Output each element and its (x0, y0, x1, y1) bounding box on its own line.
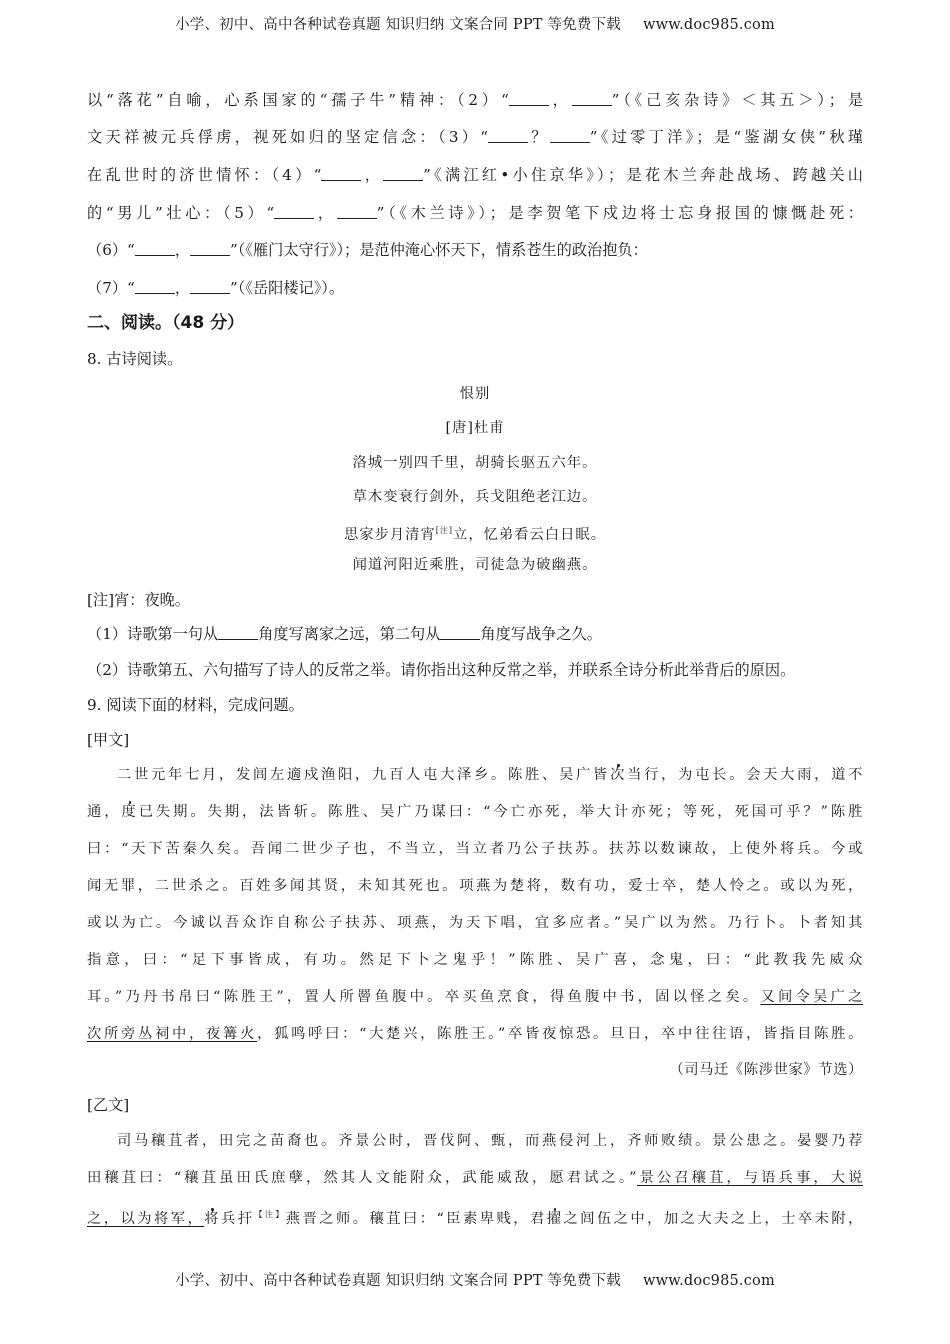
jia-source: （司马迁《陈涉世家》节选） (669, 1062, 863, 1078)
jia-line-7: 耳。”乃丹书帛曰“陈胜王”，置人所罾鱼腹中。卒买鱼烹食，得鱼腹中书，固以怪之矣。又间令吴广之 (87, 989, 863, 1005)
fill-line-6: （6）“ ， ”（《雁门太守行》）；是范仲淹心怀天下，情系苍生的政治抱负： (87, 241, 648, 259)
question-8-sub-2: （2）诗歌第五、六句描写了诗人的反常之举。请你指出这种反常之举，并联系全诗分析此举背后的原因。 (87, 661, 796, 679)
answer-blank[interactable] (550, 128, 590, 143)
answer-blank[interactable] (337, 204, 377, 219)
question-8-sub-1: （1）诗歌第一句从 角度写离家之远，第二句从 角度写战争之久。 (87, 625, 602, 643)
answer-blank[interactable] (135, 241, 175, 256)
fill-line-5: 的“男儿”壮心：（5）“ ， ”（《木兰诗》）；是李贺笔下戍边将士忘身报国的慷慨赴死： (87, 204, 863, 222)
fill-line-4: 在乱世时的济世情怀：（4）“ ， ”《满江红•小住京华》）；是花木兰奔赴战场、跨越关山 (87, 166, 863, 184)
note-marker: [注] (435, 526, 454, 535)
footer-text: 小学、初中、高中各种试卷真题 知识归纳 文案合同 PPT 等免费下载 (175, 1273, 621, 1289)
answer-blank[interactable] (572, 91, 612, 106)
footer-url: www.doc985.com (642, 1273, 775, 1289)
poem-line-2: 草木变衰行剑外，兵戈阻绝老江边。 (352, 489, 598, 505)
yi-line-3: 之，以为将军，将兵扞$^{【注】}$燕晋之师。穰苴曰：“臣素卑贱，君擢之闾伍之中，加之大夫之上，士卒未附， (87, 1210, 863, 1227)
answer-blank[interactable] (488, 128, 528, 143)
header-text: 小学、初中、高中各种试卷真题 知识归纳 文案合同 PPT 等免费下载 (175, 17, 621, 33)
underlined-sentence: 景公召穰苴，与语兵事，大说 (637, 1170, 863, 1186)
jia-line-6: 指意，曰：“足下事皆成，有功。然足下卜之鬼乎！”陈胜、吴广喜，念鬼，曰：“此教我先威众 (87, 952, 863, 968)
jia-line-4: 闻无罪，二世杀之。百姓多闻其贤，未知其死也。项燕为楚将，数有功，爱士卒，楚人怜之。或以为死， (87, 878, 863, 894)
answer-blank[interactable] (321, 166, 361, 181)
answer-blank[interactable] (383, 166, 423, 181)
page-header (0, 13, 950, 34)
underlined-sentence: 之，以为将军， (87, 1211, 205, 1227)
question-9-label: 9. 阅读下面的材料，完成问题。 (87, 696, 304, 714)
jia-line-1: 二世元年七月，发闾左適戍渔阳，九百人屯大泽乡。陈胜、吴广皆次当行，为屯长。会天大雨，道不 (117, 767, 863, 783)
fill-line-2: 以“落花”自喻，心系国家的“孺子牛”精神：（2）“ ， ”（《己亥杂诗》＜其五＞）；是 (87, 91, 864, 109)
fill-line-7: （7）“ ， ”（《岳阳楼记》）。 (87, 279, 345, 297)
poem-note: [注]宵：夜晚。 (87, 591, 190, 609)
answer-blank[interactable] (440, 625, 480, 640)
poem-line-4: 闻道河阳近乘胜，司徒急为破幽燕。 (352, 557, 598, 573)
poem-line-3: 思家步月清宵[注]立，忆弟看云白日眠。 (344, 526, 606, 543)
yi-line-2: 田穰苴曰：“穰苴虽田氏庶孽，然其人文能附众，武能威敌，愿君试之。”景公召穰苴，与语兵事，大说 (87, 1170, 863, 1186)
answer-blank[interactable] (509, 91, 549, 106)
page-footer (0, 1269, 950, 1290)
jia-line-2: 通，度已失期。失期，法皆斩。陈胜、吴广乃谋曰：“今亡亦死，举大计亦死；等死，死国可乎？”陈胜 (87, 804, 863, 820)
note-marker: 【注】 (254, 1210, 286, 1219)
poem-line-1: 洛城一别四千里，胡骑长驱五六年。 (352, 455, 598, 471)
jia-line-3: 曰：“天下苦秦久矣。吾闻二世少子也，不当立，当立者乃公子扶苏。扶苏以数谏故，上使外将兵。今或 (87, 841, 863, 857)
section-title: 二、阅读。（48 分） (87, 313, 245, 333)
answer-blank[interactable] (190, 279, 230, 294)
underlined-sentence: 又间令吴广之 (760, 989, 863, 1005)
yi-line-1: 司马穰苴者，田完之苗裔也。齐景公时，晋伐阿、甄，而燕侵河上，齐师败绩。景公患之。晏婴乃荐 (117, 1133, 863, 1149)
question-8-label: 8. 古诗阅读。 (87, 350, 183, 368)
answer-blank[interactable] (218, 625, 258, 640)
jia-label: [甲文] (87, 731, 130, 749)
jia-line-5: 或以为亡。今诚以吾众诈自称公子扶苏、项燕，为天下唱，宜多应者。”吴广以为然。乃行卜。卜者知其 (87, 915, 863, 931)
poem-title: 恨别 (459, 386, 491, 402)
jia-line-8: 次所旁丛祠中，夜篝火，狐鸣呼曰：“大楚兴，陈胜王。”卒皆夜惊恐。旦日，卒中往往语，皆指目陈胜。 (87, 1026, 864, 1042)
answer-blank[interactable] (190, 241, 230, 256)
answer-blank[interactable] (135, 279, 175, 294)
poem-author: [唐]杜甫 (445, 420, 505, 436)
underlined-sentence: 次所旁丛祠中，夜篝火 (87, 1026, 258, 1042)
yi-label: [乙文] (87, 1096, 130, 1114)
answer-blank[interactable] (274, 204, 314, 219)
header-url: www.doc985.com (642, 17, 775, 33)
fill-line-3: 文天祥被元兵俘虏，视死如归的坚定信念：（3）“ ？ ”《过零丁洋》；是“鉴湖女侠”秋瑾 (87, 128, 864, 146)
